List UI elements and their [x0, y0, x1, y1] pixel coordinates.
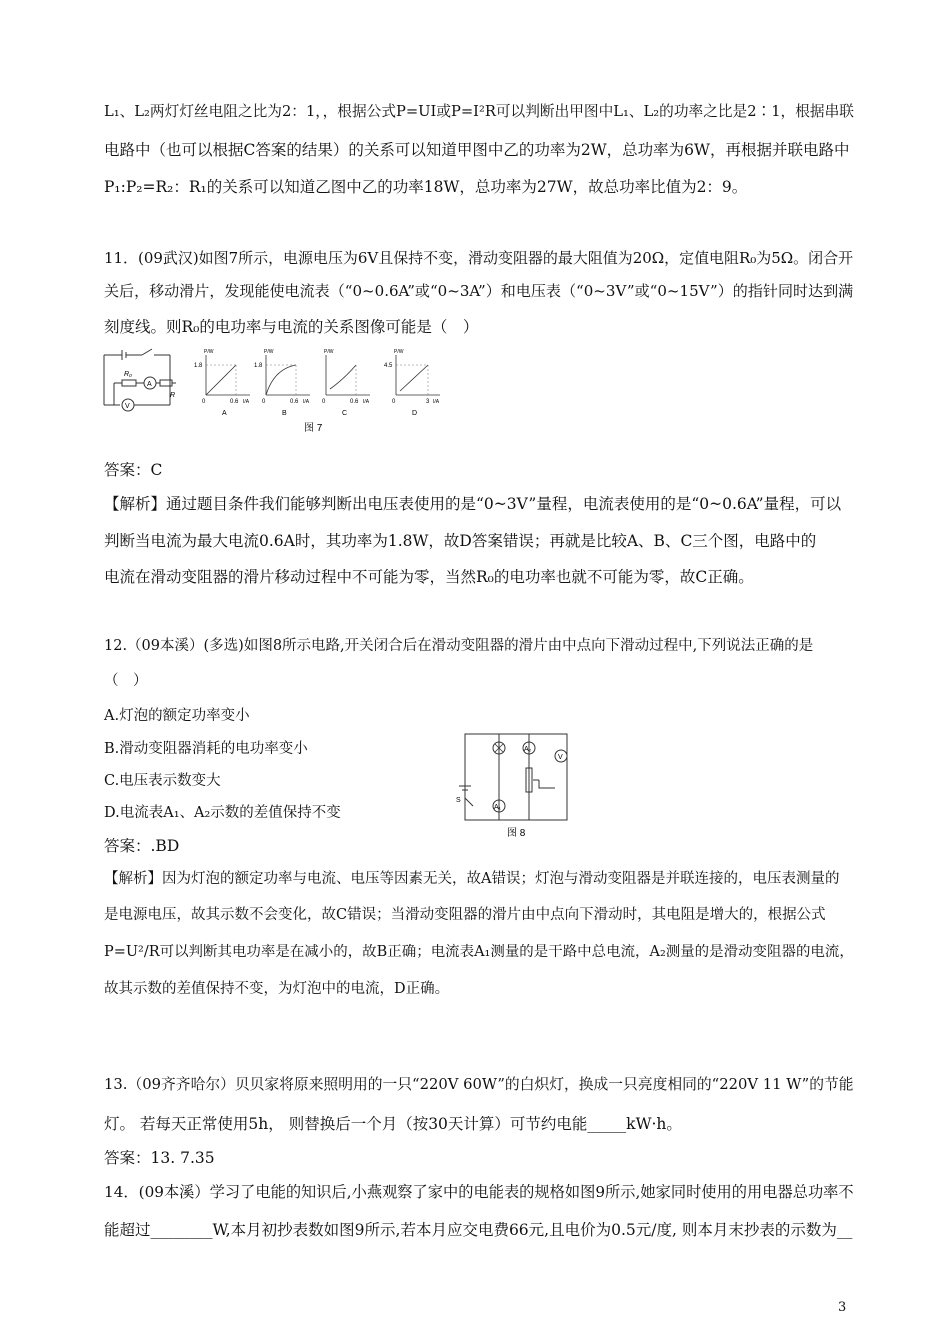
graph-c-label: C [342, 410, 348, 417]
ammeter-label: A [147, 381, 152, 388]
answer-11: 答案：C [104, 461, 163, 479]
question-11-line: 关后，移动滑片，发现能使电流表（“0~0.6A”或“0~3A”）和电压表（“0~3V”或“0~15V”）的指针同时达到满 [104, 282, 854, 300]
analysis-12-line: 是电源电压，故其示数不会变化，故C错误；当滑动变阻器的滑片由中点向下滑动时，其电阻是增大的，根据公式 [104, 907, 826, 923]
analysis-11-line: 【解析】通过题目条件我们能够判断出电压表使用的是“0~3V”量程，电流表使用的是“0~0.6A”量程，可以 [104, 495, 842, 513]
graph-d [396, 355, 440, 395]
question-12-line: 12.（09本溪）(多选)如图8所示电路,开关闭合后在滑动变阻器的滑片由中点向下滑动过程中,下列说法正确的是 [104, 638, 814, 654]
graph-b [266, 355, 310, 395]
graph-d-x-unit: I/A [433, 399, 440, 405]
graph-c-y-unit: P/W [324, 349, 334, 355]
question-14-line: 14．(09本溪）学习了电能的知识后,小燕观察了家中的电能表的规格如图9所示,她家同时使用的用电器总功率不 [104, 1183, 854, 1201]
graph-c-x-max: 0.6 [350, 399, 359, 405]
text-line: P₁:P₂=R₂：R₁的关系可以知道乙图中乙的功率18W，总功率为27W，故总功率比值为2：9。 [104, 178, 748, 196]
graph-a-y-max: 1.8 [194, 363, 203, 369]
analysis-12-line: 故其示数的差值保持不变，为灯泡中的电流，D正确。 [104, 981, 450, 997]
text-line: 电路中（也可以根据C答案的结果）的关系可以知道甲图中乙的功率为2W，总功率为6W，再根据并联电路中 [104, 141, 850, 159]
answer-12: 答案：.BD [104, 837, 180, 855]
option-b: B.滑动变阻器消耗的电功率变小 [104, 741, 308, 757]
question-13-line: 13.（09齐齐哈尔）贝贝家将原来照明用的一只“220V 60W”的白炽灯，换成一只亮度相同的“220V 11 W”的节能 [104, 1076, 854, 1093]
graph-d-label: D [412, 410, 418, 417]
option-d: D.电流表A₁、A₂示数的差值保持不变 [104, 805, 341, 821]
graph-a-x-max: 0.6 [230, 399, 239, 405]
voltmeter-label: V [125, 403, 130, 410]
graph-c [326, 355, 370, 395]
graph-c-x-unit: I/A [363, 399, 370, 405]
graph-d-origin: 0 [392, 399, 396, 405]
option-c: C.电压表示数变大 [104, 773, 221, 789]
graph-b-y-unit: P/W [264, 349, 274, 355]
figure-7 [98, 345, 458, 435]
question-11-line: 刻度线。则R₀的电功率与电流的关系图像可能是（ ） [104, 318, 479, 336]
graph-b-origin: 0 [262, 399, 266, 405]
graph-a-x-unit: I/A [243, 399, 250, 405]
question-14-line: 能超过________W,本月初抄表数如图9所示,若本月应交电费66元,且电价为0.5元/度, 则本月末抄表的示数为__ [104, 1221, 853, 1239]
page-number: 3 [838, 1300, 847, 1315]
figure-8-caption: 图 8 [507, 828, 526, 839]
figure-7-caption: 图 7 [304, 423, 323, 434]
graph-a [206, 355, 250, 395]
switch-label: S [456, 797, 461, 804]
graph-d-y-unit: P/W [394, 349, 404, 355]
graph-d-y-max: 4.5 [384, 363, 393, 369]
graph-b-label: B [282, 410, 287, 417]
graph-b-x-unit: I/A [303, 399, 310, 405]
analysis-12-line: 【解析】因为灯泡的额定功率与电流、电压等因素无关，故A错误；灯泡与滑动变阻器是并联连接的，电压表测量的 [104, 871, 840, 887]
graph-d-x-max: 3 [426, 399, 430, 405]
ammeter-a2-label: A₂ [524, 746, 532, 753]
analysis-11-line: 判断当电流为最大电流0.6A时，其功率为1.8W，故D答案错误；再就是比较A、B、C三个图，电路中的 [104, 532, 817, 550]
figure-8 [455, 728, 575, 846]
voltmeter-label: V [558, 754, 563, 761]
graph-a-label: A [222, 410, 227, 417]
analysis-11-line: 电流在滑动变阻器的滑片移动过程中不可能为零，当然R₀的电功率也就不可能为零，故C正确。 [104, 568, 754, 586]
circuit-label-R: R [170, 392, 176, 399]
text-line: L₁、L₂两灯灯丝电阻之比为2：1，，根据公式P=UI或P=I²R可以判断出甲图中L₁、L₂的功率之比是2∶1，根据串联 [104, 103, 854, 120]
analysis-12-line: P=U²/R可以判断其电功率是在减小的，故B正确；电流表A₁测量的是干路中总电流，A₂测量的是滑动变阻器的电流， [104, 944, 854, 960]
question-13-line: 灯。 若每天正常使用5h， 则替换后一个月（按30天计算）可节约电能_____kW·h。 [104, 1115, 682, 1133]
circuit-diagram [104, 349, 176, 411]
graph-a-origin: 0 [202, 399, 206, 405]
option-a: A.灯泡的额定功率变小 [104, 708, 250, 724]
circuit-label-R0: R₀ [124, 371, 133, 378]
answer-13: 答案：13. 7.35 [104, 1149, 215, 1167]
graph-c-origin: 0 [322, 399, 326, 405]
graph-a-y-unit: P/W [204, 349, 214, 355]
ammeter-a1-label: A₁ [494, 804, 502, 811]
question-11-line: 11．(09武汉)如图7所示，电源电压为6V且保持不变，滑动变阻器的最大阻值为20Ω，定值电阻R₀为5Ω。闭合开 [104, 249, 854, 267]
graph-b-y-max: 1.8 [254, 363, 263, 369]
graph-b-x-max: 0.6 [290, 399, 299, 405]
question-12-line: （ ） [104, 673, 148, 689]
